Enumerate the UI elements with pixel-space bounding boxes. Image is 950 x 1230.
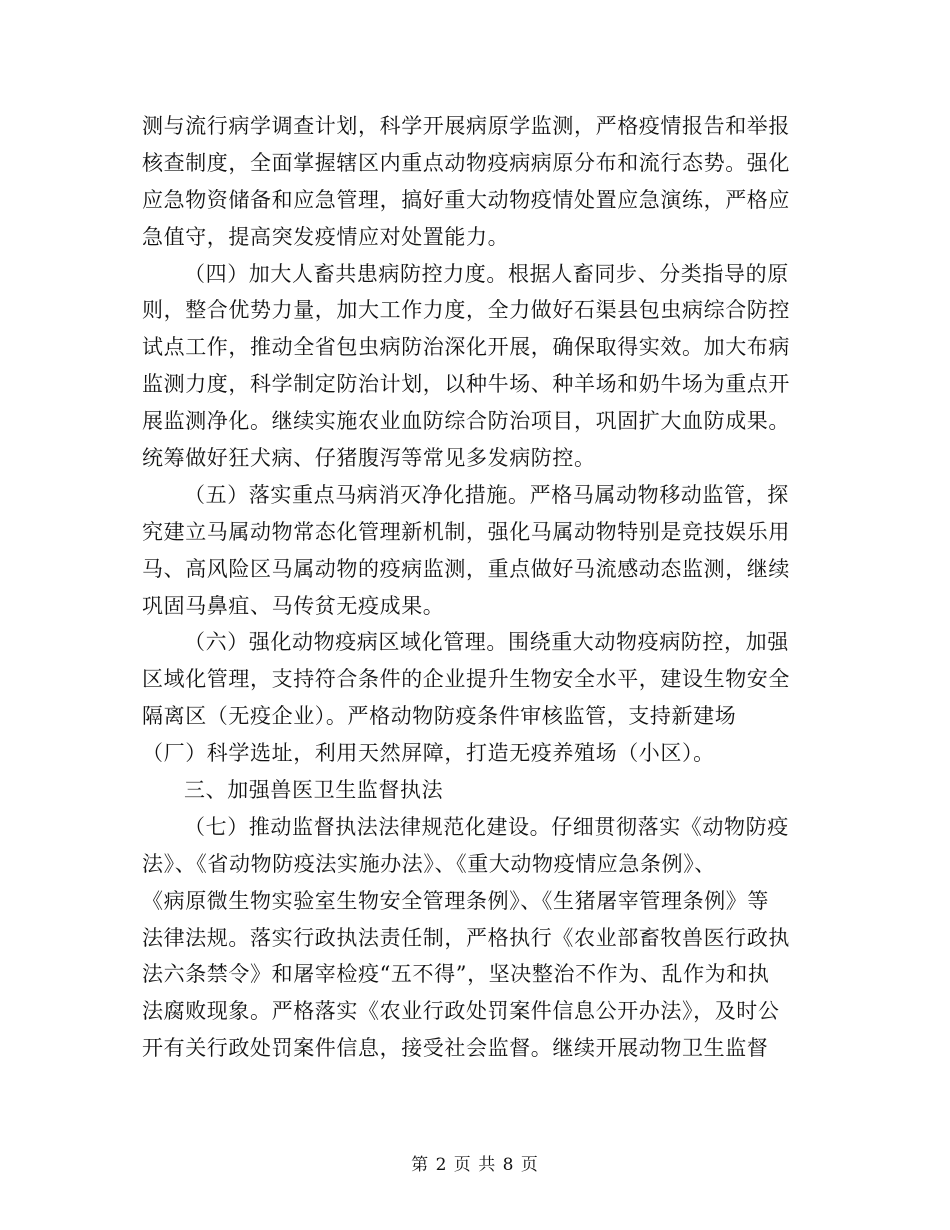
text-line: 则，整合优势力量，加大工作力度，全力做好石渠县包虫病综合防控 [142,298,790,323]
text-line: 究建立马属动物常态化管理新机制，强化马属动物特别是竞技娱乐用 [142,519,790,544]
text-line: 展监测净化。继续实施农业血防综合防治项目，巩固扩大血防成果。 [142,409,790,434]
document-body [142,108,807,1067]
paragraph-first-line: （六）强化动物疫病区域化管理。围绕重大动物疫病防控，加强 [184,630,789,655]
paragraph-first-line: （四）加大人畜共患病防控力度。根据人畜同步、分类指导的原 [184,261,789,286]
text-line: 应急物资储备和应急管理，搞好重大动物疫情处置应急演练，严格应 [142,187,790,212]
paragraph-first-line: （七）推动监督执法法律规范化建设。仔细贯彻落实《动物防疫 [184,814,789,839]
text-line: 马、高风险区马属动物的疫病监测，重点做好马流感动态监测，继续 [142,556,790,581]
section-heading: 三、加强兽医卫生监督执法 [184,778,444,803]
text-line: 法》、《省动物防疫法实施办法》、《重大动物疫情应急条例》、 [142,851,716,876]
text-line: 法律法规。落实行政执法责任制，严格执行《农业部畜牧兽医行政执 [142,925,790,950]
text-line: 监测力度，科学制定防治计划，以种牛场、种羊场和奶牛场为重点开 [142,372,790,397]
page-number-footer: 第 2 页 共 8 页 [411,1155,539,1175]
text-line: 巩固马鼻疽、马传贫无疫成果。 [142,593,445,618]
text-line: 区域化管理，支持符合条件的企业提升生物安全水平，建设生物安全 [142,667,790,692]
text-line: 《病原微生物实验室生物安全管理条例》、《生猪屠宰管理条例》等 [142,888,769,913]
text-line: 法六条禁令》和屠宰检疫“五不得”，坚决整治不作为、乱作为和执 [142,962,770,987]
text-line: 测与流行病学调查计划，科学开展病原学监测，严格疫情报告和举报 [142,114,790,138]
paragraph-first-line: （五）落实重点马病消灭净化措施。严格马属动物移动监管，探 [184,482,789,507]
text-line: 试点工作，推动全省包虫病防治深化开展，确保取得实效。加大布病 [142,335,790,360]
text-line: 开有关行政处罚案件信息，接受社会监督。继续开展动物卫生监督 [142,1036,769,1061]
text-line: 隔离区（无疫企业）。严格动物防疫条件审核监管，支持新建场 [142,704,737,729]
text-line: 法腐败现象。严格落实《农业行政处罚案件信息公开办法》，及时公 [142,999,780,1024]
text-line: （厂）科学选址，利用天然屏障，打造无疫养殖场（小区）。 [142,741,715,766]
text-line: 统筹做好狂犬病、仔猪腹泻等常见多发病防控。 [142,446,596,471]
text-line: 急值守，提高突发疫情应对处置能力。 [142,224,510,249]
text-line: 核查制度，全面掌握辖区内重点动物疫病病原分布和流行态势。强化 [142,150,790,175]
